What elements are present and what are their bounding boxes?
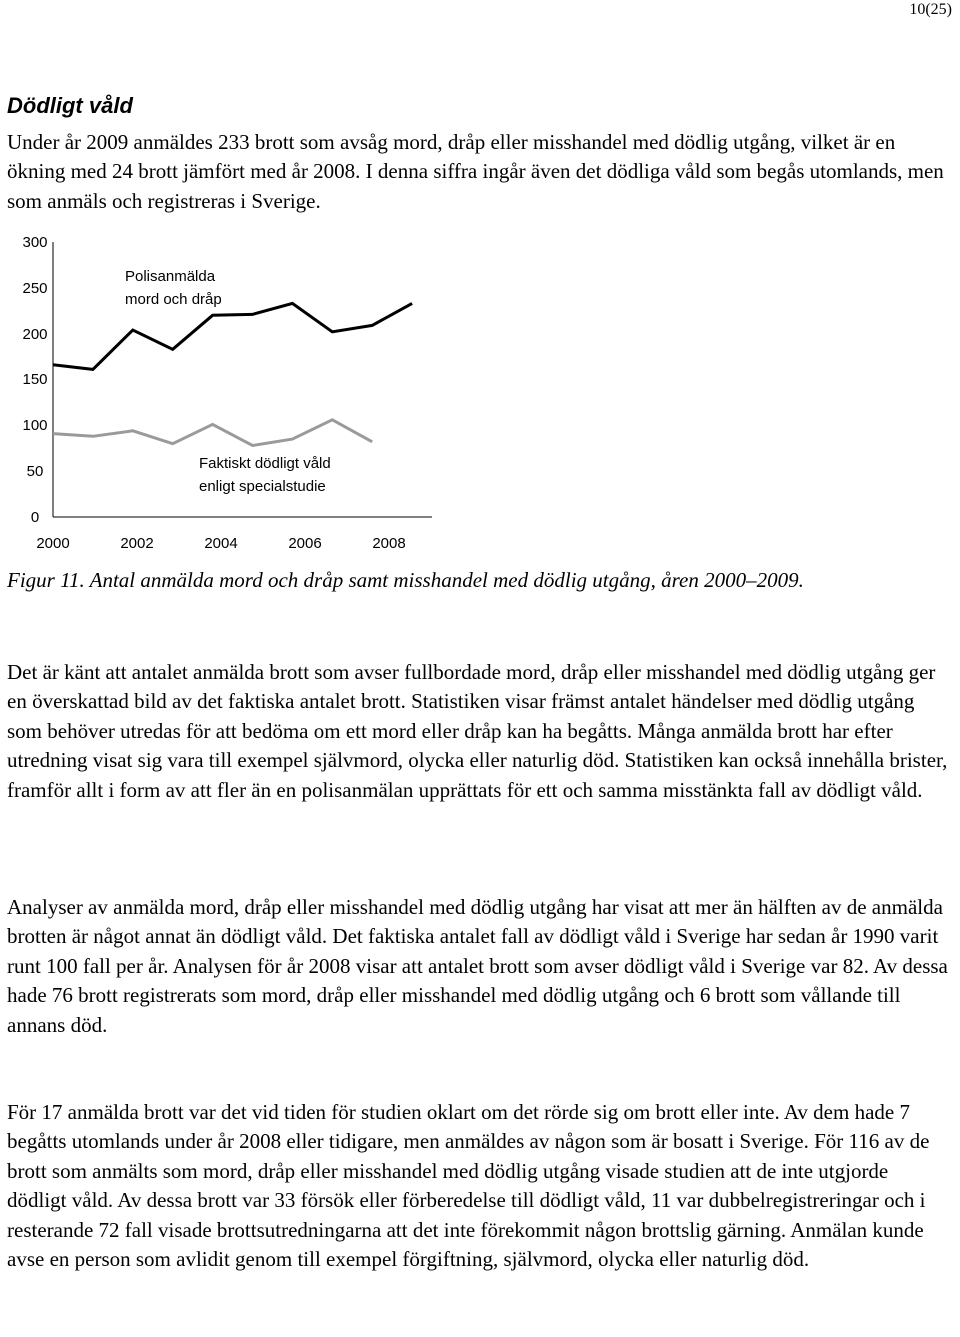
- y-tick-label: 50: [26, 463, 44, 480]
- x-tick-label: 2004: [204, 535, 238, 552]
- series-line-reported: [53, 303, 412, 369]
- series-label-line: enligt specialstudie: [199, 478, 326, 495]
- line-chart: [0, 225, 460, 560]
- section-heading: Dödligt våld: [7, 93, 133, 118]
- body-paragraph: Analyser av anmälda mord, dråp eller misshandel med dödlig utgång har visat att mer än hälften av de anmälda brotten är något annat än dödligt våld. Det faktiska antalet fall av dödligt våld i Sverige har sedan år 1990 varit runt 100 fall per år. Analysen för år 2008 visar att antalet brott som avser dödligt våld i Sverige var 82. Av dessa hade 76 brott registrerats som mord, dråp eller misshandel med dödlig utgång och 6 brott som vållande till annans död.: [7, 895, 948, 1037]
- y-tick-labels: [22, 234, 47, 526]
- y-tick-label: 300: [22, 234, 48, 251]
- x-tick-label: 2000: [36, 535, 70, 552]
- series-line-actual: [53, 420, 372, 446]
- x-tick-labels: [36, 535, 405, 552]
- series-label-line: Faktiskt dödligt våld: [199, 455, 331, 472]
- intro-paragraph: Under år 2009 anmäldes 233 brott som avsåg mord, dråp eller misshandel med dödlig utgång, vilket är en ökning med 24 brott jämfört med år 2008. I denna siffra ingår även det dödliga våld som begås utomlands, men som anmäls och registreras i Sverige.: [7, 130, 944, 213]
- y-tick-label: 100: [22, 417, 48, 434]
- series-label-reported: [125, 268, 222, 308]
- series-actual-line: [53, 420, 372, 446]
- body-paragraph: För 17 anmälda brott var det vid tiden för studien oklart om det rörde sig om brott eller inte. Av dem hade 7 begåtts utomlands under år 2008 eller tidigare, men anmäldes av någon som är bosatt i Sverige. För 116 av de brott som anmälts som mord, dråp eller misshandel med dödlig utgång visade studien att de inte utgjorde dödligt våld. Av dessa brott var 33 försök eller förberedelse till dödligt våld, 11 var dubbelregistreringar och i resterande 72 fall visade brottsutredningarna att det inte förekommit någon brottslig gärning. Anmälan kunde avse en person som avlidit genom till exempel förgiftning, självmord, olycka eller naturlig död.: [7, 1100, 930, 1272]
- series-reported-line: [53, 303, 412, 369]
- series-label-line: mord och dråp: [125, 291, 222, 308]
- series-label-line: Polisanmälda: [125, 268, 216, 285]
- y-tick-label: 200: [22, 326, 48, 343]
- x-tick-label: 2006: [288, 535, 322, 552]
- y-tick-label: 0: [30, 509, 40, 526]
- figure-caption: Figur 11. Antal anmälda mord och dråp samt misshandel med dödlig utgång, åren 2000–2009.: [7, 568, 804, 592]
- page-number: 10(25): [909, 1, 952, 18]
- x-tick-label: 2002: [120, 535, 154, 552]
- y-tick-label: 150: [22, 371, 48, 388]
- series-label-actual: [199, 455, 331, 495]
- x-tick-label: 2008: [372, 535, 406, 552]
- body-paragraph: Det är känt att antalet anmälda brott som avser fullbordade mord, dråp eller misshandel med dödlig utgång ger en överskattad bild av det faktiska antalet brott. Statistiken visar främst antalet händelser med dödlig utgång som behöver utredas för att bedöma om ett mord eller dråp kan ha begåtts. Många anmälda brott har efter utredning visat sig vara till exempel självmord, olycka eller naturlig död. Statistiken kan också innehålla brister, framför allt i form av att fler än en polisanmälan upprättats för ett och samma misstänkta fall av dödligt våld.: [7, 660, 948, 802]
- y-tick-label: 250: [22, 280, 48, 297]
